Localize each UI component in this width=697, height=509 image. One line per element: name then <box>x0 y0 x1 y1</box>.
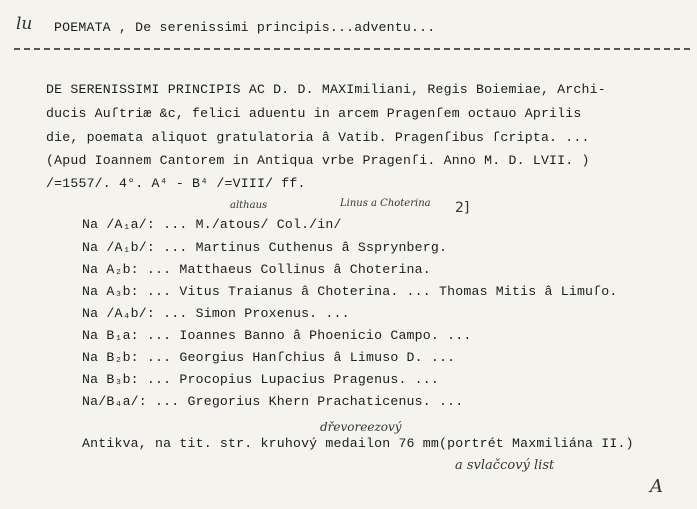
handwritten-note: althaus <box>230 200 268 211</box>
list-item: Na B₃b: ... Procopius Lupacius Pragenus. ... <box>82 372 440 387</box>
description-line: (Apud Ioannem Cantorem in Antiqua vrbe Pragenſi. Anno M. D. LVII. ) <box>46 153 590 168</box>
list-item: Na /A₄b/: ... Simon Proxenus. ... <box>82 306 350 321</box>
header-divider <box>14 48 690 50</box>
handwritten-note: Linus a Choterina <box>340 198 431 209</box>
handwritten-note: a svlačcový list <box>455 458 555 473</box>
handwritten-corner-mark: A <box>650 476 663 497</box>
list-item: Na /A₁a/: ... M./atous/ Col./in/ <box>82 217 342 232</box>
list-item: Na A₂b: ... Matthaeus Collinus â Choterina. <box>82 262 431 277</box>
card-title: POEMATA , De serenissimi principis...adventu... <box>54 20 436 35</box>
list-item: Na A₃b: ... Vitus Traianus â Choterina. ... Thomas Mitis â Limuſo. <box>82 284 618 299</box>
description-line: DE SERENISSIMI PRINCIPIS AC D. D. MAXImiliani, Regis Boiemiae, Archi- <box>46 82 606 97</box>
description-line: die, poemata aliquot gratulatoria â Vatib. Pragenſibus ſcripta. ... <box>46 130 590 145</box>
list-item: Na B₂b: ... Georgius Hanſchius â Limuso D. ... <box>82 350 456 365</box>
list-item: Na/B₄a/: ... Gregorius Khern Prachaticenus. ... <box>82 394 464 409</box>
footer-note: Antikva, na tit. str. kruhový medailon 76 mm(portrét Maxmiliána II.) <box>82 436 634 451</box>
list-item: Na B₁a: ... Ioannes Banno â Phoenicio Campo. ... <box>82 328 472 343</box>
handwritten-bracket: 2] <box>455 200 470 216</box>
handwritten-note: dřevoreezový <box>320 420 402 434</box>
description-line: /=1557/. 4°. A⁴ - B⁴ /=VIII/ ff. <box>46 176 306 191</box>
list-item: Na /A₁b/: ... Martinus Cuthenus â Ssprynberg. <box>82 240 448 255</box>
description-line: ducis Auſtriæ &c, felici aduentu in arcem Pragenſem octauo Aprilis <box>46 106 582 121</box>
header-mark: lu <box>16 14 33 34</box>
